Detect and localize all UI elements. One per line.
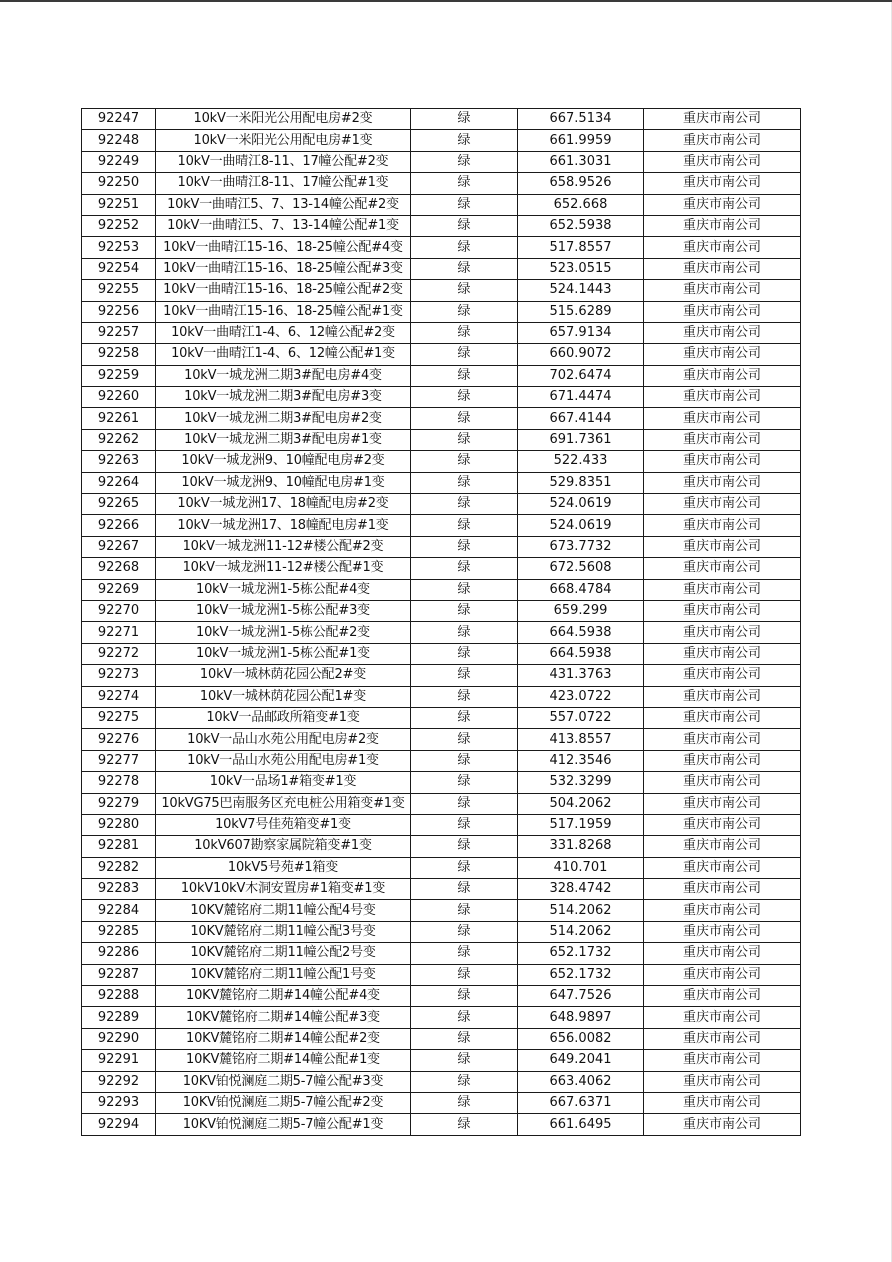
value-cell: 648.9897 [518,1007,644,1028]
transformer-name-cell: 10kV一品邮政所箱变#1变 [156,707,411,728]
status-cell: 绿 [411,130,518,151]
company-cell: 重庆市南公司 [644,1007,801,1028]
value-cell: 524.1443 [518,280,644,301]
table-row [82,793,801,814]
transformer-name-cell: 10kV一曲晴江5、7、13-14幢公配#2变 [156,194,411,215]
row-id-cell: 92250 [82,173,156,194]
status-cell: 绿 [411,365,518,386]
row-id-cell: 92280 [82,814,156,835]
row-id-cell: 92290 [82,1028,156,1049]
table-row [82,1114,801,1135]
status-cell: 绿 [411,943,518,964]
transformer-name-cell: 10kV一城龙洲11-12#楼公配#1变 [156,558,411,579]
status-cell: 绿 [411,1028,518,1049]
row-id-cell: 92283 [82,879,156,900]
value-cell: 659.299 [518,600,644,621]
row-id-cell: 92282 [82,857,156,878]
table-row [82,215,801,236]
transformer-name-cell: 10kV一曲晴江15-16、18-25幢公配#2变 [156,280,411,301]
status-cell: 绿 [411,472,518,493]
transformer-name-cell: 10kV一曲晴江15-16、18-25幢公配#1变 [156,301,411,322]
transformer-name-cell: 10kV一城林荫花园公配1#变 [156,686,411,707]
company-cell: 重庆市南公司 [644,986,801,1007]
status-cell: 绿 [411,814,518,835]
company-cell: 重庆市南公司 [644,643,801,664]
table-row [82,1028,801,1049]
row-id-cell: 92259 [82,365,156,386]
table-row [82,322,801,343]
status-cell: 绿 [411,1071,518,1092]
value-cell: 328.4742 [518,879,644,900]
company-cell: 重庆市南公司 [644,322,801,343]
value-cell: 668.4784 [518,579,644,600]
value-cell: 667.5134 [518,109,644,130]
table-row [82,194,801,215]
company-cell: 重庆市南公司 [644,109,801,130]
value-cell: 661.9959 [518,130,644,151]
company-cell: 重庆市南公司 [644,964,801,985]
company-cell: 重庆市南公司 [644,900,801,921]
status-cell: 绿 [411,429,518,450]
transformer-name-cell: 10kV一曲晴江5、7、13-14幢公配#1变 [156,215,411,236]
company-cell: 重庆市南公司 [644,707,801,728]
value-cell: 673.7732 [518,536,644,557]
status-cell: 绿 [411,686,518,707]
transformer-name-cell: 10KV麓铭府二期#14幢公配#4变 [156,986,411,1007]
transformer-name-cell: 10kV5号苑#1箱变 [156,857,411,878]
table-body [82,109,801,1136]
status-cell: 绿 [411,1092,518,1113]
status-cell: 绿 [411,301,518,322]
transformer-name-cell: 10kV一城龙洲17、18幢配电房#1变 [156,515,411,536]
status-cell: 绿 [411,1007,518,1028]
transformer-name-cell: 10KV麓铭府二期#14幢公配#3变 [156,1007,411,1028]
company-cell: 重庆市南公司 [644,451,801,472]
transformer-name-cell: 10KV麓铭府二期11幢公配1号变 [156,964,411,985]
transformer-name-cell: 10kV一曲晴江1-4、6、12幢公配#2变 [156,322,411,343]
table-row [82,1071,801,1092]
page-top-border [0,0,892,2]
row-id-cell: 92276 [82,729,156,750]
row-id-cell: 92261 [82,408,156,429]
row-id-cell: 92267 [82,536,156,557]
status-cell: 绿 [411,1114,518,1135]
value-cell: 522.433 [518,451,644,472]
value-cell: 661.6495 [518,1114,644,1135]
row-id-cell: 92287 [82,964,156,985]
table-row [82,301,801,322]
value-cell: 664.5938 [518,622,644,643]
status-cell: 绿 [411,772,518,793]
transformer-name-cell: 10KV麓铭府二期11幢公配4号变 [156,900,411,921]
status-cell: 绿 [411,836,518,857]
table-row [82,879,801,900]
row-id-cell: 92258 [82,344,156,365]
value-cell: 523.0515 [518,258,644,279]
company-cell: 重庆市南公司 [644,365,801,386]
table-row [82,772,801,793]
status-cell: 绿 [411,237,518,258]
table-row [82,836,801,857]
status-cell: 绿 [411,857,518,878]
status-cell: 绿 [411,151,518,172]
value-cell: 514.2062 [518,900,644,921]
table-row [82,665,801,686]
table-row [82,707,801,728]
row-id-cell: 92285 [82,921,156,942]
company-cell: 重庆市南公司 [644,857,801,878]
row-id-cell: 92247 [82,109,156,130]
status-cell: 绿 [411,579,518,600]
row-id-cell: 92260 [82,387,156,408]
transformer-name-cell: 10kV一城龙洲11-12#楼公配#2变 [156,536,411,557]
row-id-cell: 92286 [82,943,156,964]
transformer-name-cell: 10KV麓铭府二期11幢公配2号变 [156,943,411,964]
row-id-cell: 92269 [82,579,156,600]
status-cell: 绿 [411,879,518,900]
transformer-name-cell: 10kV一品场1#箱变#1变 [156,772,411,793]
table-row [82,729,801,750]
value-cell: 647.7526 [518,986,644,1007]
row-id-cell: 92292 [82,1071,156,1092]
company-cell: 重庆市南公司 [644,237,801,258]
transformer-name-cell: 10kV一城龙洲9、10幢配电房#2变 [156,451,411,472]
row-id-cell: 92293 [82,1092,156,1113]
value-cell: 691.7361 [518,429,644,450]
value-cell: 667.4144 [518,408,644,429]
row-id-cell: 92265 [82,494,156,515]
value-cell: 658.9526 [518,173,644,194]
transformer-name-cell: 10kV一城龙洲1-5栋公配#4变 [156,579,411,600]
transformer-name-cell: 10kVG75巴南服务区充电桩公用箱变#1变 [156,793,411,814]
status-cell: 绿 [411,536,518,557]
transformer-name-cell: 10kV一城林荫花园公配2#变 [156,665,411,686]
status-cell: 绿 [411,215,518,236]
status-cell: 绿 [411,600,518,621]
table-row [82,494,801,515]
company-cell: 重庆市南公司 [644,921,801,942]
table-row [82,921,801,942]
transformer-name-cell: 10KV麓铭府二期#14幢公配#2变 [156,1028,411,1049]
status-cell: 绿 [411,280,518,301]
row-id-cell: 92281 [82,836,156,857]
row-id-cell: 92274 [82,686,156,707]
value-cell: 412.3546 [518,750,644,771]
transformer-name-cell: 10kV一城龙洲二期3#配电房#4变 [156,365,411,386]
table-row [82,1092,801,1113]
table-row [82,900,801,921]
company-cell: 重庆市南公司 [644,665,801,686]
table-row [82,536,801,557]
transformer-name-cell: 10kV一城龙洲二期3#配电房#3变 [156,387,411,408]
status-cell: 绿 [411,387,518,408]
transformer-name-cell: 10kV一城龙洲1-5栋公配#2变 [156,622,411,643]
value-cell: 431.3763 [518,665,644,686]
status-cell: 绿 [411,964,518,985]
company-cell: 重庆市南公司 [644,1050,801,1071]
row-id-cell: 92271 [82,622,156,643]
company-cell: 重庆市南公司 [644,579,801,600]
value-cell: 504.2062 [518,793,644,814]
table-row [82,943,801,964]
status-cell: 绿 [411,707,518,728]
status-cell: 绿 [411,900,518,921]
value-cell: 649.2041 [518,1050,644,1071]
transformer-name-cell: 10KV麓铭府二期#14幢公配#1变 [156,1050,411,1071]
value-cell: 532.3299 [518,772,644,793]
row-id-cell: 92263 [82,451,156,472]
row-id-cell: 92257 [82,322,156,343]
row-id-cell: 92262 [82,429,156,450]
status-cell: 绿 [411,643,518,664]
table-row [82,237,801,258]
table-row [82,408,801,429]
transformer-name-cell: 10kV一曲晴江15-16、18-25幢公配#4变 [156,237,411,258]
company-cell: 重庆市南公司 [644,515,801,536]
row-id-cell: 92289 [82,1007,156,1028]
company-cell: 重庆市南公司 [644,344,801,365]
table-row [82,1050,801,1071]
company-cell: 重庆市南公司 [644,408,801,429]
table-row [82,857,801,878]
company-cell: 重庆市南公司 [644,215,801,236]
row-id-cell: 92284 [82,900,156,921]
row-id-cell: 92275 [82,707,156,728]
company-cell: 重庆市南公司 [644,750,801,771]
company-cell: 重庆市南公司 [644,879,801,900]
status-cell: 绿 [411,1050,518,1071]
status-cell: 绿 [411,194,518,215]
table-row [82,130,801,151]
transformer-name-cell: 10kV一城龙洲1-5栋公配#1变 [156,643,411,664]
table-row [82,258,801,279]
company-cell: 重庆市南公司 [644,258,801,279]
company-cell: 重庆市南公司 [644,151,801,172]
value-cell: 413.8557 [518,729,644,750]
value-cell: 557.0722 [518,707,644,728]
transformer-name-cell: 10kV一曲晴江15-16、18-25幢公配#3变 [156,258,411,279]
company-cell: 重庆市南公司 [644,1114,801,1135]
transformer-name-cell: 10kV一城龙洲二期3#配电房#1变 [156,429,411,450]
status-cell: 绿 [411,109,518,130]
table-row [82,515,801,536]
transformer-name-cell: 10kV10kV木洞安置房#1箱变#1变 [156,879,411,900]
row-id-cell: 92268 [82,558,156,579]
company-cell: 重庆市南公司 [644,622,801,643]
row-id-cell: 92270 [82,600,156,621]
table-row [82,964,801,985]
status-cell: 绿 [411,793,518,814]
status-cell: 绿 [411,494,518,515]
row-id-cell: 92252 [82,215,156,236]
value-cell: 652.5938 [518,215,644,236]
value-cell: 331.8268 [518,836,644,857]
transformer-table [81,108,801,1136]
transformer-name-cell: 10kV一城龙洲1-5栋公配#3变 [156,600,411,621]
company-cell: 重庆市南公司 [644,429,801,450]
table-row [82,622,801,643]
value-cell: 514.2062 [518,921,644,942]
company-cell: 重庆市南公司 [644,729,801,750]
company-cell: 重庆市南公司 [644,600,801,621]
transformer-name-cell: 10kV一品山水苑公用配电房#1变 [156,750,411,771]
company-cell: 重庆市南公司 [644,772,801,793]
table-row [82,451,801,472]
value-cell: 667.6371 [518,1092,644,1113]
company-cell: 重庆市南公司 [644,814,801,835]
row-id-cell: 92249 [82,151,156,172]
value-cell: 652.1732 [518,964,644,985]
value-cell: 661.3031 [518,151,644,172]
transformer-name-cell: 10KV麓铭府二期11幢公配3号变 [156,921,411,942]
company-cell: 重庆市南公司 [644,558,801,579]
table-row [82,280,801,301]
value-cell: 657.9134 [518,322,644,343]
value-cell: 524.0619 [518,515,644,536]
transformer-name-cell: 10KV铂悦澜庭二期5-7幢公配#3变 [156,1071,411,1092]
transformer-name-cell: 10kV一曲晴江1-4、6、12幢公配#1变 [156,344,411,365]
status-cell: 绿 [411,986,518,1007]
row-id-cell: 92273 [82,665,156,686]
company-cell: 重庆市南公司 [644,686,801,707]
table-row [82,387,801,408]
table-row [82,173,801,194]
value-cell: 656.0082 [518,1028,644,1049]
table-row [82,109,801,130]
status-cell: 绿 [411,665,518,686]
value-cell: 529.8351 [518,472,644,493]
status-cell: 绿 [411,322,518,343]
transformer-name-cell: 10kV一米阳光公用配电房#1变 [156,130,411,151]
row-id-cell: 92264 [82,472,156,493]
status-cell: 绿 [411,258,518,279]
company-cell: 重庆市南公司 [644,1071,801,1092]
table-row [82,600,801,621]
value-cell: 664.5938 [518,643,644,664]
table-row [82,344,801,365]
table-row [82,429,801,450]
table-row [82,986,801,1007]
row-id-cell: 92291 [82,1050,156,1071]
table-row [82,579,801,600]
transformer-name-cell: 10kV一米阳光公用配电房#2变 [156,109,411,130]
row-id-cell: 92256 [82,301,156,322]
transformer-name-cell: 10kV一曲晴江8-11、17幢公配#2变 [156,151,411,172]
table-row [82,472,801,493]
company-cell: 重庆市南公司 [644,943,801,964]
value-cell: 517.8557 [518,237,644,258]
row-id-cell: 92272 [82,643,156,664]
row-id-cell: 92279 [82,793,156,814]
table-row [82,643,801,664]
row-id-cell: 92278 [82,772,156,793]
status-cell: 绿 [411,515,518,536]
value-cell: 423.0722 [518,686,644,707]
transformer-name-cell: 10kV607勘察家属院箱变#1变 [156,836,411,857]
transformer-name-cell: 10kV一城龙洲二期3#配电房#2变 [156,408,411,429]
transformer-name-cell: 10kV一城龙洲9、10幢配电房#1变 [156,472,411,493]
row-id-cell: 92248 [82,130,156,151]
status-cell: 绿 [411,921,518,942]
value-cell: 660.9072 [518,344,644,365]
row-id-cell: 92277 [82,750,156,771]
value-cell: 524.0619 [518,494,644,515]
transformer-name-cell: 10KV铂悦澜庭二期5-7幢公配#2变 [156,1092,411,1113]
company-cell: 重庆市南公司 [644,194,801,215]
value-cell: 652.668 [518,194,644,215]
table-row [82,686,801,707]
row-id-cell: 92254 [82,258,156,279]
table-row [82,1007,801,1028]
status-cell: 绿 [411,408,518,429]
company-cell: 重庆市南公司 [644,536,801,557]
transformer-name-cell: 10kV一曲晴江8-11、17幢公配#1变 [156,173,411,194]
table-row [82,365,801,386]
company-cell: 重庆市南公司 [644,301,801,322]
status-cell: 绿 [411,729,518,750]
value-cell: 410.701 [518,857,644,878]
value-cell: 663.4062 [518,1071,644,1092]
company-cell: 重庆市南公司 [644,1028,801,1049]
table-row [82,814,801,835]
company-cell: 重庆市南公司 [644,173,801,194]
row-id-cell: 92294 [82,1114,156,1135]
table-row [82,151,801,172]
row-id-cell: 92288 [82,986,156,1007]
value-cell: 652.1732 [518,943,644,964]
company-cell: 重庆市南公司 [644,836,801,857]
status-cell: 绿 [411,344,518,365]
transformer-name-cell: 10KV铂悦澜庭二期5-7幢公配#1变 [156,1114,411,1135]
value-cell: 672.5608 [518,558,644,579]
company-cell: 重庆市南公司 [644,130,801,151]
transformer-name-cell: 10kV7号佳苑箱变#1变 [156,814,411,835]
table-row [82,750,801,771]
status-cell: 绿 [411,622,518,643]
status-cell: 绿 [411,750,518,771]
status-cell: 绿 [411,173,518,194]
transformer-name-cell: 10kV一品山水苑公用配电房#2变 [156,729,411,750]
value-cell: 517.1959 [518,814,644,835]
row-id-cell: 92251 [82,194,156,215]
company-cell: 重庆市南公司 [644,793,801,814]
company-cell: 重庆市南公司 [644,494,801,515]
row-id-cell: 92253 [82,237,156,258]
company-cell: 重庆市南公司 [644,280,801,301]
company-cell: 重庆市南公司 [644,472,801,493]
company-cell: 重庆市南公司 [644,387,801,408]
value-cell: 702.6474 [518,365,644,386]
status-cell: 绿 [411,451,518,472]
value-cell: 671.4474 [518,387,644,408]
company-cell: 重庆市南公司 [644,1092,801,1113]
table-row [82,558,801,579]
status-cell: 绿 [411,558,518,579]
row-id-cell: 92255 [82,280,156,301]
row-id-cell: 92266 [82,515,156,536]
value-cell: 515.6289 [518,301,644,322]
transformer-name-cell: 10kV一城龙洲17、18幢配电房#2变 [156,494,411,515]
